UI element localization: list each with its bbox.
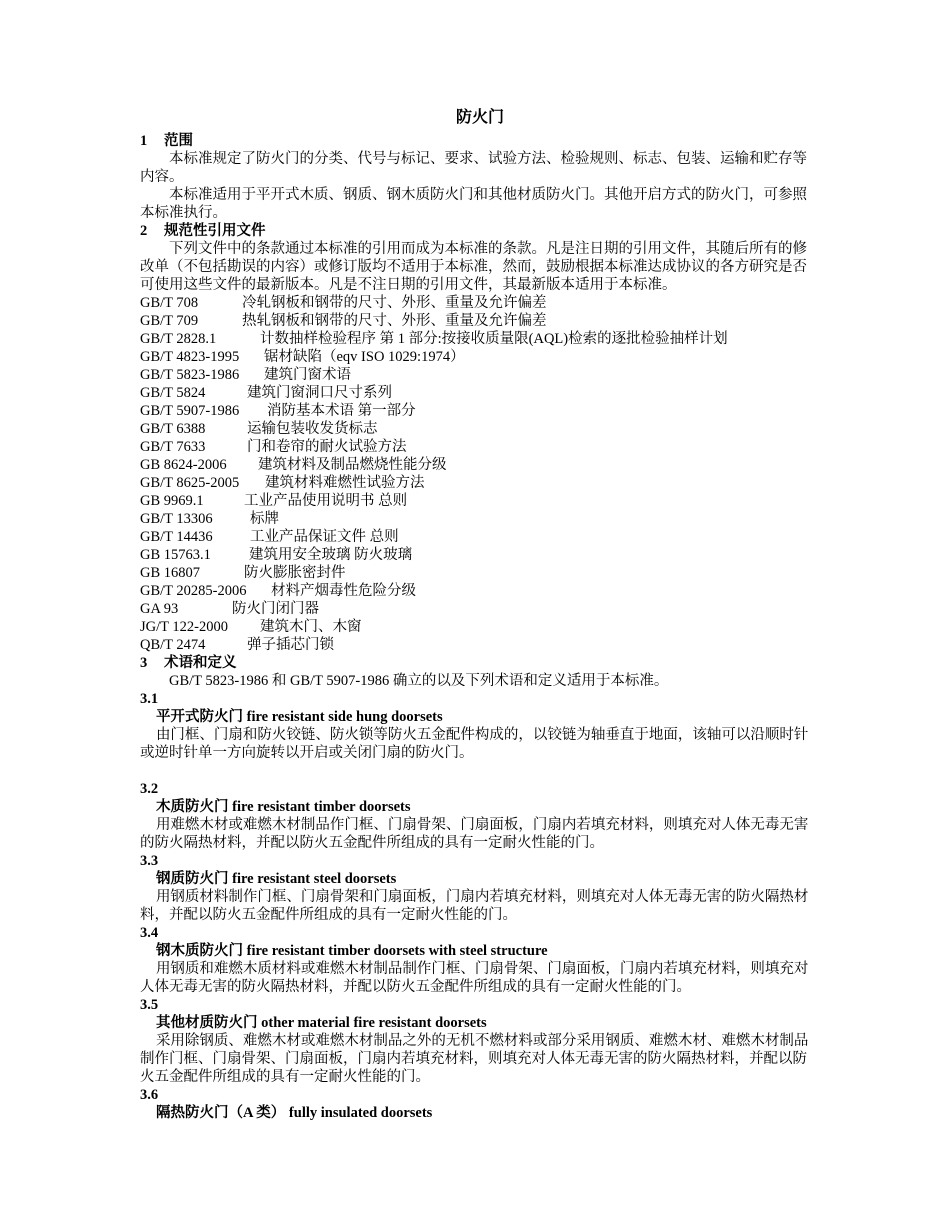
reference-code: GB/T 709 (140, 313, 199, 329)
reference-code: JG/T 122-2000 (140, 619, 228, 635)
term-number: 3.4 (140, 925, 159, 941)
reference-code: GB/T 13306 (140, 511, 213, 527)
section-title: 术语和定义 (164, 655, 237, 671)
reference-item (140, 366, 820, 384)
reference-code: GB/T 20285-2006 (140, 583, 247, 599)
term-title: 隔热防火门（A 类） fully insulated doorsets (156, 1105, 433, 1121)
term-list (140, 690, 820, 1122)
term-definition: 采用除钢质、难燃木材或难燃木材制品之外的无机不燃材料或部分采用钢质、难燃木材、难燃木材制品制作门框、门扇骨架、门扇面板，门扇内若填充材料，则填充对人体无毒无害的防火隔热材料，并配以防火五金配件所组成的具有一定耐火性能的门。 (140, 1033, 809, 1085)
term-number: 3.5 (140, 997, 159, 1013)
reference-code: GB/T 4823-1995 (140, 349, 240, 365)
section-1-paragraph-2: 本标准适用于平开式木质、钢质、钢木质防火门和其他材质防火门。其他开启方式的防火门，可参照本标准执行。 (140, 187, 807, 221)
reference-code: GB/T 6388 (140, 421, 206, 437)
reference-title: 门和卷帘的耐火试验方法 (247, 439, 407, 455)
reference-item (140, 348, 820, 366)
reference-item (140, 546, 820, 564)
reference-code: GB/T 2828.1 (140, 331, 217, 347)
reference-title: 材料产烟毒性危险分级 (271, 583, 416, 599)
reference-code: GB/T 5823-1986 (140, 367, 240, 383)
term-title: 钢木质防火门 fire resistant timber doorsets with steel structure (156, 943, 548, 959)
term-title: 钢质防火门 fire resistant steel doorsets (156, 871, 397, 887)
reference-title: 工业产品保证文件 总则 (250, 529, 399, 545)
reference-item (140, 600, 820, 618)
reference-code: GB/T 5907-1986 (140, 403, 240, 419)
reference-title: 热轧钢板和钢带的尺寸、外形、重量及允许偏差 (242, 313, 547, 329)
term-number: 3.1 (140, 691, 159, 707)
reference-title: 建筑材料难燃性试验方法 (265, 475, 425, 491)
reference-item (140, 456, 820, 474)
reference-code: GB 15763.1 (140, 547, 211, 563)
reference-item (140, 636, 820, 654)
reference-code: GB 16807 (140, 565, 201, 581)
reference-title: 防火门闭门器 (232, 601, 319, 617)
section-number: 2 (140, 223, 148, 239)
section-2-paragraph-1: 下列文件中的条款通过本标准的引用而成为本标准的条款。凡是注日期的引用文件，其随后所有的修改单（不包括勘误的内容）或修订版均不适用于本标准，然而，鼓励根据本标准达成协议的各方研究是否可使用这些文件的最新版本。凡是不注日期的引用文件，其最新版本适用于本标准。 (140, 241, 807, 293)
reference-item (140, 312, 820, 330)
reference-item (140, 564, 820, 582)
reference-code: GB/T 7633 (140, 439, 206, 455)
section-heading-1 (140, 132, 820, 150)
document-page (140, 108, 820, 1122)
section-number: 1 (140, 133, 148, 149)
reference-item (140, 510, 820, 528)
reference-item (140, 528, 820, 546)
reference-item (140, 420, 820, 438)
reference-item (140, 330, 820, 348)
section-heading-3 (140, 654, 820, 672)
term-definition: 用钢质和难燃木质材料或难燃木材制品制作门框、门扇骨架、门扇面板，门扇内若填充材料，则填充对人体无毒无害的防火隔热材料，并配以防火五金配件所组成的具有一定耐火性能的门。 (140, 961, 809, 995)
reference-title: 工业产品使用说明书 总则 (244, 493, 408, 509)
spacer (140, 762, 820, 780)
reference-title: 标牌 (250, 511, 279, 527)
reference-code: GA 93 (140, 601, 179, 617)
term-definition: 由门框、门扇和防火铰链、防火锁等防火五金配件构成的，以铰链为轴垂直于地面，该轴可以沿顺时针或逆时针单一方向旋转以开启或关闭门扇的防火门。 (140, 727, 809, 761)
reference-title: 计数抽样检验程序 第 1 部分:按接收质量限(AQL)检索的逐批检验抽样计划 (260, 331, 728, 347)
section-heading-2 (140, 222, 820, 240)
term-title: 其他材质防火门 other material fire resistant doorsets (156, 1015, 487, 1031)
reference-title: 建筑材料及制品燃烧性能分级 (258, 457, 447, 473)
reference-item (140, 618, 820, 636)
reference-title: 运输包装收发货标志 (247, 421, 378, 437)
reference-item (140, 582, 820, 600)
reference-code: QB/T 2474 (140, 637, 206, 653)
reference-title: 防火膨胀密封件 (244, 565, 346, 581)
reference-code: GB/T 5824 (140, 385, 206, 401)
section-3-intro: GB/T 5823-1986 和 GB/T 5907-1986 确立的以及下列术语和定义适用于本标准。 (169, 673, 669, 689)
section-title: 范围 (164, 133, 193, 149)
reference-code: GB 9969.1 (140, 493, 204, 509)
reference-code: GB/T 14436 (140, 529, 213, 545)
reference-item (140, 402, 820, 420)
reference-title: 弹子插芯门锁 (247, 637, 334, 653)
term-number: 3.2 (140, 781, 159, 797)
reference-item (140, 474, 820, 492)
reference-title: 消防基本术语 第一部分 (267, 403, 416, 419)
reference-title: 锯材缺陷（eqv ISO 1029:1974） (264, 349, 465, 365)
term-number: 3.3 (140, 853, 159, 869)
reference-title: 建筑木门、木窗 (260, 619, 362, 635)
reference-title: 冷轧钢板和钢带的尺寸、外形、重量及允许偏差 (242, 295, 547, 311)
reference-code: GB/T 8625-2005 (140, 475, 240, 491)
section-title: 规范性引用文件 (164, 223, 266, 239)
reference-item (140, 294, 820, 312)
reference-list (140, 294, 820, 654)
reference-title: 建筑用安全玻璃 防火玻璃 (249, 547, 413, 563)
reference-item (140, 384, 820, 402)
section-1-paragraph-1: 本标准规定了防火门的分类、代号与标记、要求、试验方法、检验规则、标志、包装、运输和贮存等内容。 (140, 151, 807, 185)
term-number: 3.6 (140, 1087, 159, 1103)
term-definition: 用钢质材料制作门框、门扇骨架和门扇面板，门扇内若填充材料，则填充对人体无毒无害的防火隔热材料，并配以防火五金配件所组成的具有一定耐火性能的门。 (140, 889, 809, 923)
reference-item (140, 438, 820, 456)
reference-code: GB 8624-2006 (140, 457, 227, 473)
term-title: 平开式防火门 fire resistant side hung doorsets (156, 709, 443, 725)
document-title: 防火门 (455, 109, 504, 126)
section-number: 3 (140, 655, 148, 671)
term-definition: 用难燃木材或难燃木材制品作门框、门扇骨架、门扇面板，门扇内若填充材料，则填充对人体无毒无害的防火隔热材料，并配以防火五金配件所组成的具有一定耐火性能的门。 (140, 817, 809, 851)
reference-code: GB/T 708 (140, 295, 199, 311)
reference-title: 建筑门窗洞口尺寸系列 (247, 385, 392, 401)
term-title: 木质防火门 fire resistant timber doorsets (156, 799, 411, 815)
reference-item (140, 492, 820, 510)
reference-title: 建筑门窗术语 (264, 367, 351, 383)
